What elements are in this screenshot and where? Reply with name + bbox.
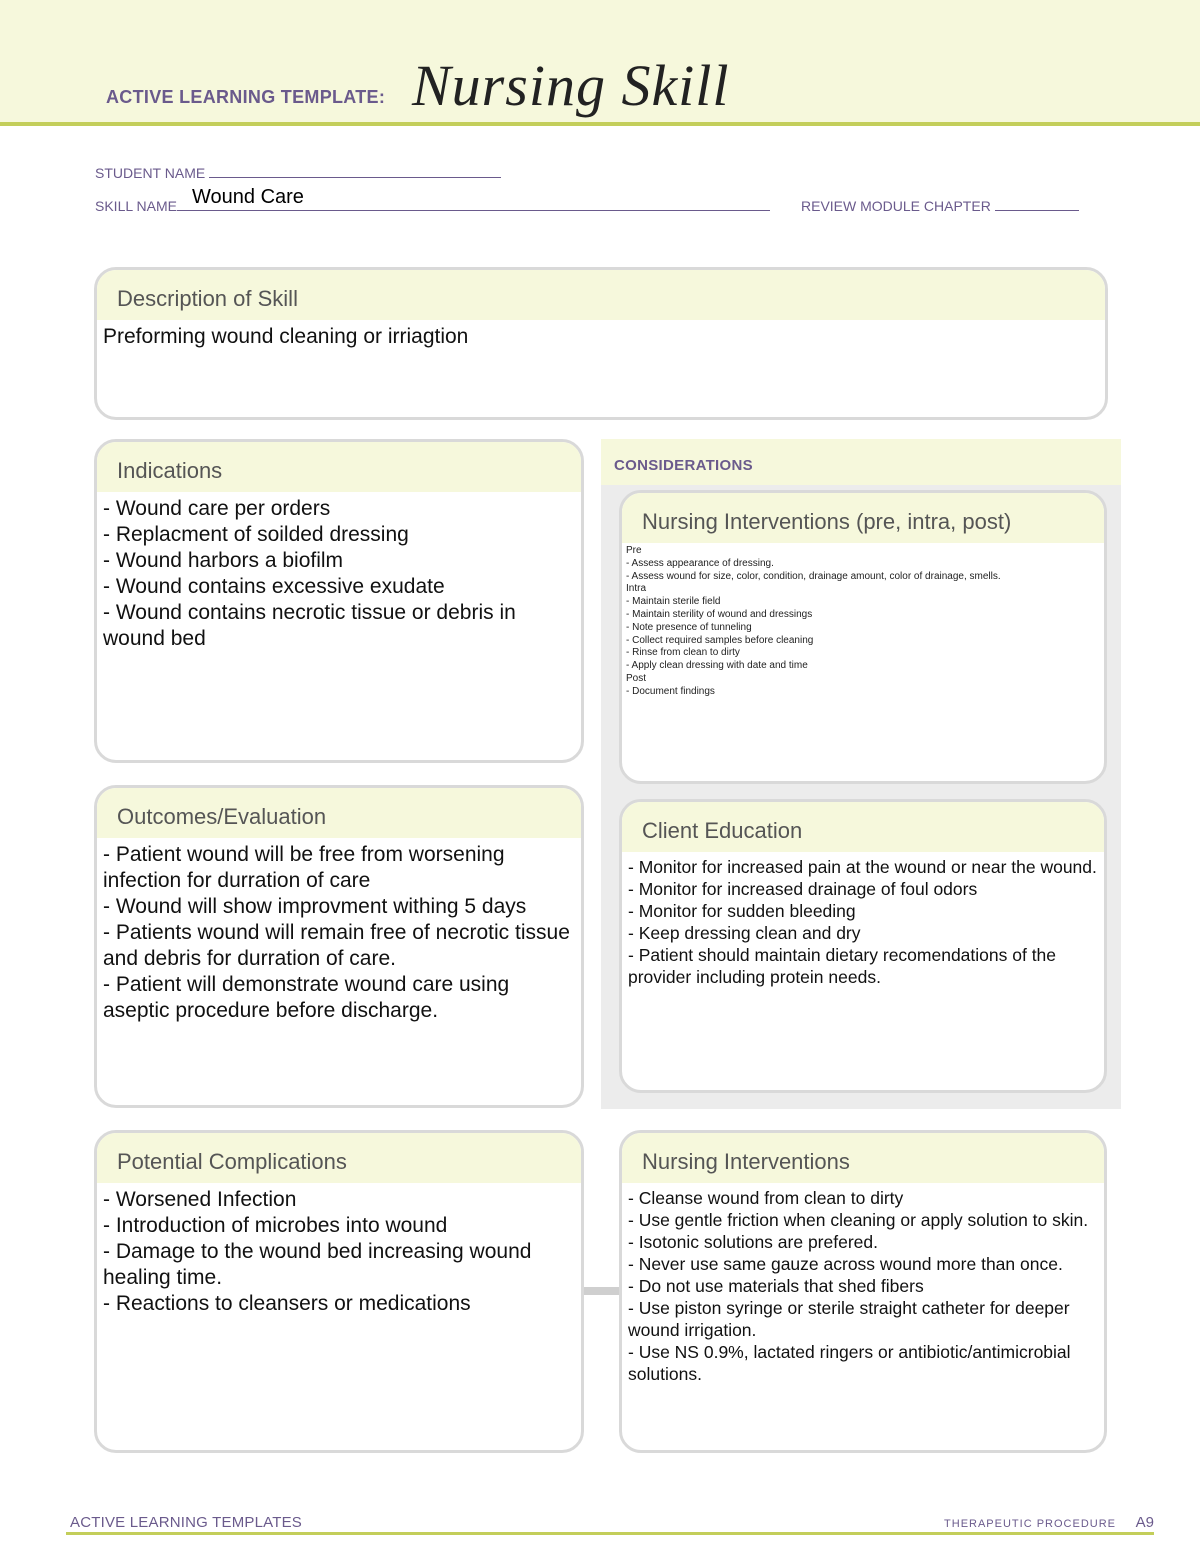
outcomes-box <box>94 785 584 1108</box>
pip-item: - Assess appearance of dressing. <box>626 557 774 569</box>
indications-box <box>94 439 584 763</box>
box-connector <box>583 1287 621 1295</box>
indication-item: - Wound contains necrotic tissue or debris in wound bed <box>103 601 522 650</box>
complication-item: - Introduction of microbes into wound <box>103 1214 448 1237</box>
nursing-interventions-box <box>619 1130 1107 1453</box>
nursing-interventions-pip-title: Nursing Interventions (pre, intra, post) <box>622 493 1104 543</box>
pip-item: - Maintain sterility of wound and dressings <box>626 608 813 620</box>
intervention-item: - Cleanse wound from clean to dirty <box>628 1188 904 1208</box>
indication-item: - Wound care per orders <box>103 497 331 520</box>
education-item: - Monitor for increased pain at the wound or near the wound. <box>628 857 1097 877</box>
pip-item: Post <box>626 672 647 684</box>
pip-item: Intra <box>626 583 647 595</box>
pip-item: - Assess wound for size, color, condition, drainage amount, color of drainage, smells. <box>626 570 1001 582</box>
pip-item: - Collect required samples before cleaning <box>626 634 814 646</box>
pip-item: - Document findings <box>626 685 715 697</box>
indications-body <box>97 492 581 652</box>
client-education-title: Client Education <box>622 802 1104 852</box>
review-module-field[interactable] <box>801 198 1079 214</box>
outcomes-body <box>97 838 581 1024</box>
pip-item: Pre <box>626 545 642 556</box>
intervention-item: - Use piston syringe or sterile straight catheter for deeper wound irrigation. <box>628 1298 1075 1340</box>
student-name-field[interactable] <box>95 165 501 181</box>
pip-item: - Apply clean dressing with date and time <box>626 660 808 672</box>
template-label: ACTIVE LEARNING TEMPLATE: <box>106 87 386 107</box>
indication-item: - Wound harbors a biofilm <box>103 549 344 572</box>
complications-body <box>97 1183 581 1317</box>
intervention-item: - Use gentle friction when cleaning or apply solution to skin. <box>628 1210 1089 1230</box>
intervention-item: - Never use same gauze across wound more than once. <box>628 1254 1063 1274</box>
skill-name-value: Wound Care <box>192 186 304 208</box>
education-item: - Monitor for sudden bleeding <box>628 901 856 921</box>
skill-name-label: SKILL NAME <box>95 198 177 214</box>
outcome-item: - Patient wound will be free from worsening infection for durration of care <box>103 843 511 892</box>
complications-box <box>94 1130 584 1453</box>
student-name-label: STUDENT NAME <box>95 165 206 181</box>
pip-item: - Note presence of tunneling <box>626 621 752 633</box>
client-education-box <box>619 799 1107 1093</box>
indication-item: - Wound contains excessive exudate <box>103 575 445 598</box>
footer-rule <box>66 1532 1154 1535</box>
intervention-item: - Use NS 0.9%, lactated ringers or antibiotic/antimicrobial solutions. <box>628 1342 1076 1384</box>
header-rule <box>0 122 1200 126</box>
complication-item: - Reactions to cleansers or medications <box>103 1292 471 1315</box>
page-number: A9 <box>1135 1514 1154 1531</box>
outcome-item: - Wound will show improvment withing 5 days <box>103 895 527 918</box>
pip-item: - Rinse from clean to dirty <box>626 647 740 659</box>
student-name-line <box>209 166 501 178</box>
review-module-label: REVIEW MODULE CHAPTER <box>801 198 991 214</box>
indications-title: Indications <box>97 442 581 492</box>
education-item: - Patient should maintain dietary recomendations of the provider including protein needs. <box>628 945 1061 987</box>
description-text: Preforming wound cleaning or irriagtion <box>103 325 469 348</box>
intervention-item: - Do not use materials that shed fibers <box>628 1276 924 1296</box>
indication-item: - Replacment of soilded dressing <box>103 523 409 546</box>
education-item: - Keep dressing clean and dry <box>628 923 861 943</box>
nursing-interventions-pip-box <box>619 490 1107 784</box>
intervention-item: - Isotonic solutions are prefered. <box>628 1232 878 1252</box>
description-box <box>94 267 1108 420</box>
complication-item: - Worsened Infection <box>103 1188 297 1211</box>
outcomes-title: Outcomes/Evaluation <box>97 788 581 838</box>
considerations-label: CONSIDERATIONS <box>614 457 753 474</box>
outcome-item: - Patients wound will remain free of necrotic tissue and debris for durration of care. <box>103 921 576 970</box>
pip-item: - Maintain sterile field <box>626 596 721 608</box>
footer-left-label: ACTIVE LEARNING TEMPLATES <box>70 1514 302 1531</box>
nursing-interventions-body <box>622 1183 1104 1385</box>
footer-section-label: THERAPEUTIC PROCEDURE <box>944 1518 1116 1530</box>
nursing-interventions-pip-body <box>622 543 1104 699</box>
complications-title: Potential Complications <box>97 1133 581 1183</box>
nursing-interventions-title: Nursing Interventions <box>622 1133 1104 1183</box>
education-item: - Monitor for increased drainage of foul odors <box>628 879 978 899</box>
client-education-body <box>622 852 1104 988</box>
review-module-line <box>995 199 1079 211</box>
outcome-item: - Patient will demonstrate wound care using aseptic procedure before discharge. <box>103 973 516 1022</box>
description-title: Description of Skill <box>97 270 1105 320</box>
complication-item: - Damage to the wound bed increasing wound healing time. <box>103 1240 538 1289</box>
page-title: Nursing Skill <box>412 53 730 118</box>
